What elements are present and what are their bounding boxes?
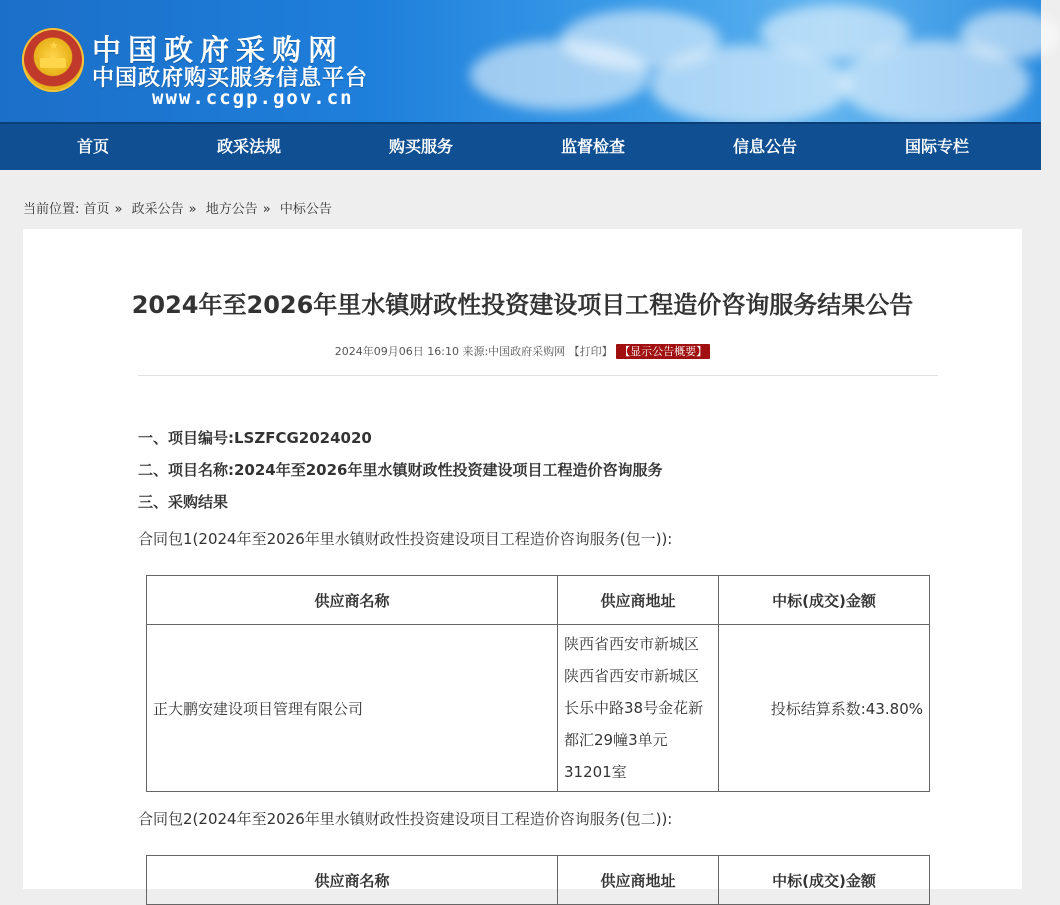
package2-label: 合同包2(2024年至2026年里水镇财政性投资建设项目工程造价咨询服务(包二)): bbox=[138, 810, 673, 828]
breadcrumb-prefix: 当前位置: bbox=[23, 202, 80, 217]
nav-item-announcements[interactable]: 信息公告 bbox=[732, 137, 797, 156]
award-amount-cell: 投标结算系数:43.80% bbox=[719, 625, 930, 792]
header-award-amount: 中标(成交)金额 bbox=[719, 576, 930, 625]
cloud-decoration bbox=[960, 10, 1060, 60]
article-meta bbox=[23, 343, 1022, 359]
national-emblem-icon[interactable] bbox=[22, 28, 84, 92]
project-number: 一、项目编号:LSZFCG2024020 bbox=[138, 429, 372, 447]
package1-table bbox=[146, 575, 930, 792]
package1-label: 合同包1(2024年至2026年里水镇财政性投资建设项目工程造价咨询服务(包一)): bbox=[138, 530, 673, 548]
main-nav bbox=[0, 122, 1041, 170]
supplier-name-cell: 正大鹏安建设项目管理有限公司 bbox=[147, 625, 558, 792]
show-summary-button[interactable]: 【显示公告概要】 bbox=[616, 344, 710, 359]
table-header-row bbox=[147, 576, 930, 625]
supplier-address-cell: 陕西省西安市新城区陕西省西安市新城区长乐中路38号金花新都汇29幢3单元31201室 bbox=[558, 625, 719, 792]
nav-item-purchase-services[interactable]: 购买服务 bbox=[388, 137, 453, 156]
table-row bbox=[147, 625, 930, 792]
breadcrumb-home[interactable]: 首页 bbox=[83, 202, 110, 217]
divider bbox=[138, 375, 938, 376]
nav-item-international[interactable]: 国际专栏 bbox=[904, 137, 969, 156]
table-header-row bbox=[147, 856, 930, 905]
star-icon: ★ bbox=[49, 39, 59, 52]
article-card bbox=[23, 229, 1022, 889]
header-supplier-address: 供应商地址 bbox=[558, 576, 719, 625]
nav-item-supervision[interactable]: 监督检查 bbox=[560, 137, 625, 156]
header-supplier-address: 供应商地址 bbox=[558, 856, 719, 905]
breadcrumb-local[interactable]: 地方公告 bbox=[205, 202, 258, 217]
breadcrumb-award[interactable]: 中标公告 bbox=[279, 202, 332, 217]
header-supplier-name: 供应商名称 bbox=[147, 576, 558, 625]
site-subtitle: 中国政府购买服务信息平台 bbox=[92, 66, 369, 91]
nav-item-regulations[interactable]: 政采法规 bbox=[216, 137, 281, 156]
gate-icon bbox=[40, 58, 66, 68]
breadcrumb-separator: » bbox=[114, 202, 123, 217]
breadcrumb-procurement[interactable]: 政采公告 bbox=[131, 202, 184, 217]
header-supplier-name: 供应商名称 bbox=[147, 856, 558, 905]
breadcrumb-separator: » bbox=[262, 202, 271, 217]
project-name: 二、项目名称:2024年至2026年里水镇财政性投资建设项目工程造价咨询服务 bbox=[138, 461, 663, 479]
header-award-amount: 中标(成交)金额 bbox=[719, 856, 930, 905]
site-title[interactable]: 中国政府采购网 bbox=[92, 33, 345, 67]
site-url: www.ccgp.gov.cn bbox=[152, 87, 354, 109]
article-meta-text: 2024年09月06日 16:10 来源:中国政府采购网 【打印】 bbox=[334, 345, 613, 358]
breadcrumb-separator: » bbox=[188, 202, 197, 217]
procurement-result-heading: 三、采购结果 bbox=[138, 493, 229, 511]
breadcrumb bbox=[23, 198, 332, 217]
package2-table bbox=[146, 855, 930, 905]
nav-item-home[interactable]: 首页 bbox=[76, 137, 109, 156]
article-title: 2024年至2026年里水镇财政性投资建设项目工程造价咨询服务结果公告 bbox=[131, 291, 914, 319]
site-banner bbox=[0, 0, 1041, 122]
